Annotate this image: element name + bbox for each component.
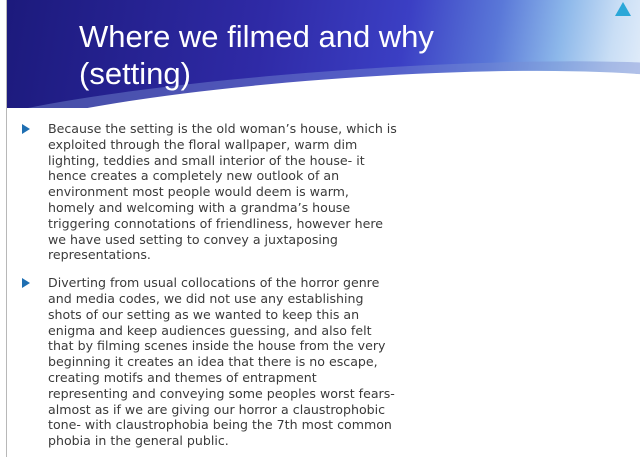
- text-line: and media codes, we did not use any establishing: [48, 290, 364, 306]
- paragraph-text: [48, 121, 458, 263]
- corner-triangle-icon: [615, 2, 631, 16]
- text-line: Diverting from usual collocations of the horror genre: [48, 275, 380, 291]
- text-line: representations.: [48, 247, 151, 263]
- text-line: triggering connotations of friendliness, however here: [48, 215, 383, 231]
- text-line: enigma and keep audiences guessing, and also felt: [48, 322, 372, 338]
- text-line: representing and conveying some peoples worst fears-: [48, 385, 395, 401]
- slide-title: [79, 18, 499, 92]
- text-line: environment most people would deem is warm,: [48, 184, 349, 200]
- text-line: phobia in the general public.: [48, 433, 229, 449]
- text-line: that by filming scenes inside the house from the very: [48, 338, 386, 354]
- text-line: creating motifs and themes of entrapment: [48, 369, 317, 385]
- text-line: homely and welcoming with a grandma’s house: [48, 199, 351, 215]
- text-line: beginning it creates an idea that there is no escape,: [48, 354, 378, 370]
- text-line: shots of our setting as we wanted to keep this an: [48, 306, 360, 322]
- triangle-bullet-icon: [22, 278, 30, 288]
- slide-header-banner: [7, 0, 640, 108]
- text-line: we have used setting to convey a juxtaposing: [48, 231, 338, 247]
- text-line: exploited through the floral wallpaper, warm dim: [48, 136, 358, 152]
- slide-title-line-2: (setting): [79, 56, 191, 91]
- text-line: hence creates a completely new outlook of an: [48, 168, 340, 184]
- text-line: tone- with claustrophobia being the 7th most common: [48, 417, 392, 433]
- bullet-paragraph-setting: [22, 121, 622, 263]
- bullet-paragraph-establishing-shots: [22, 275, 622, 449]
- text-line: almost as if we are giving our horror a claustrophobic: [48, 401, 386, 417]
- slide-body: [22, 121, 622, 461]
- slide-title-line-1: Where we filmed and why: [79, 19, 434, 54]
- text-line: lighting, teddies and small interior of the house- it: [48, 152, 365, 168]
- triangle-bullet-icon: [22, 124, 30, 134]
- paragraph-text: [48, 275, 458, 449]
- text-line: Because the setting is the old woman’s house, which is: [48, 121, 397, 136]
